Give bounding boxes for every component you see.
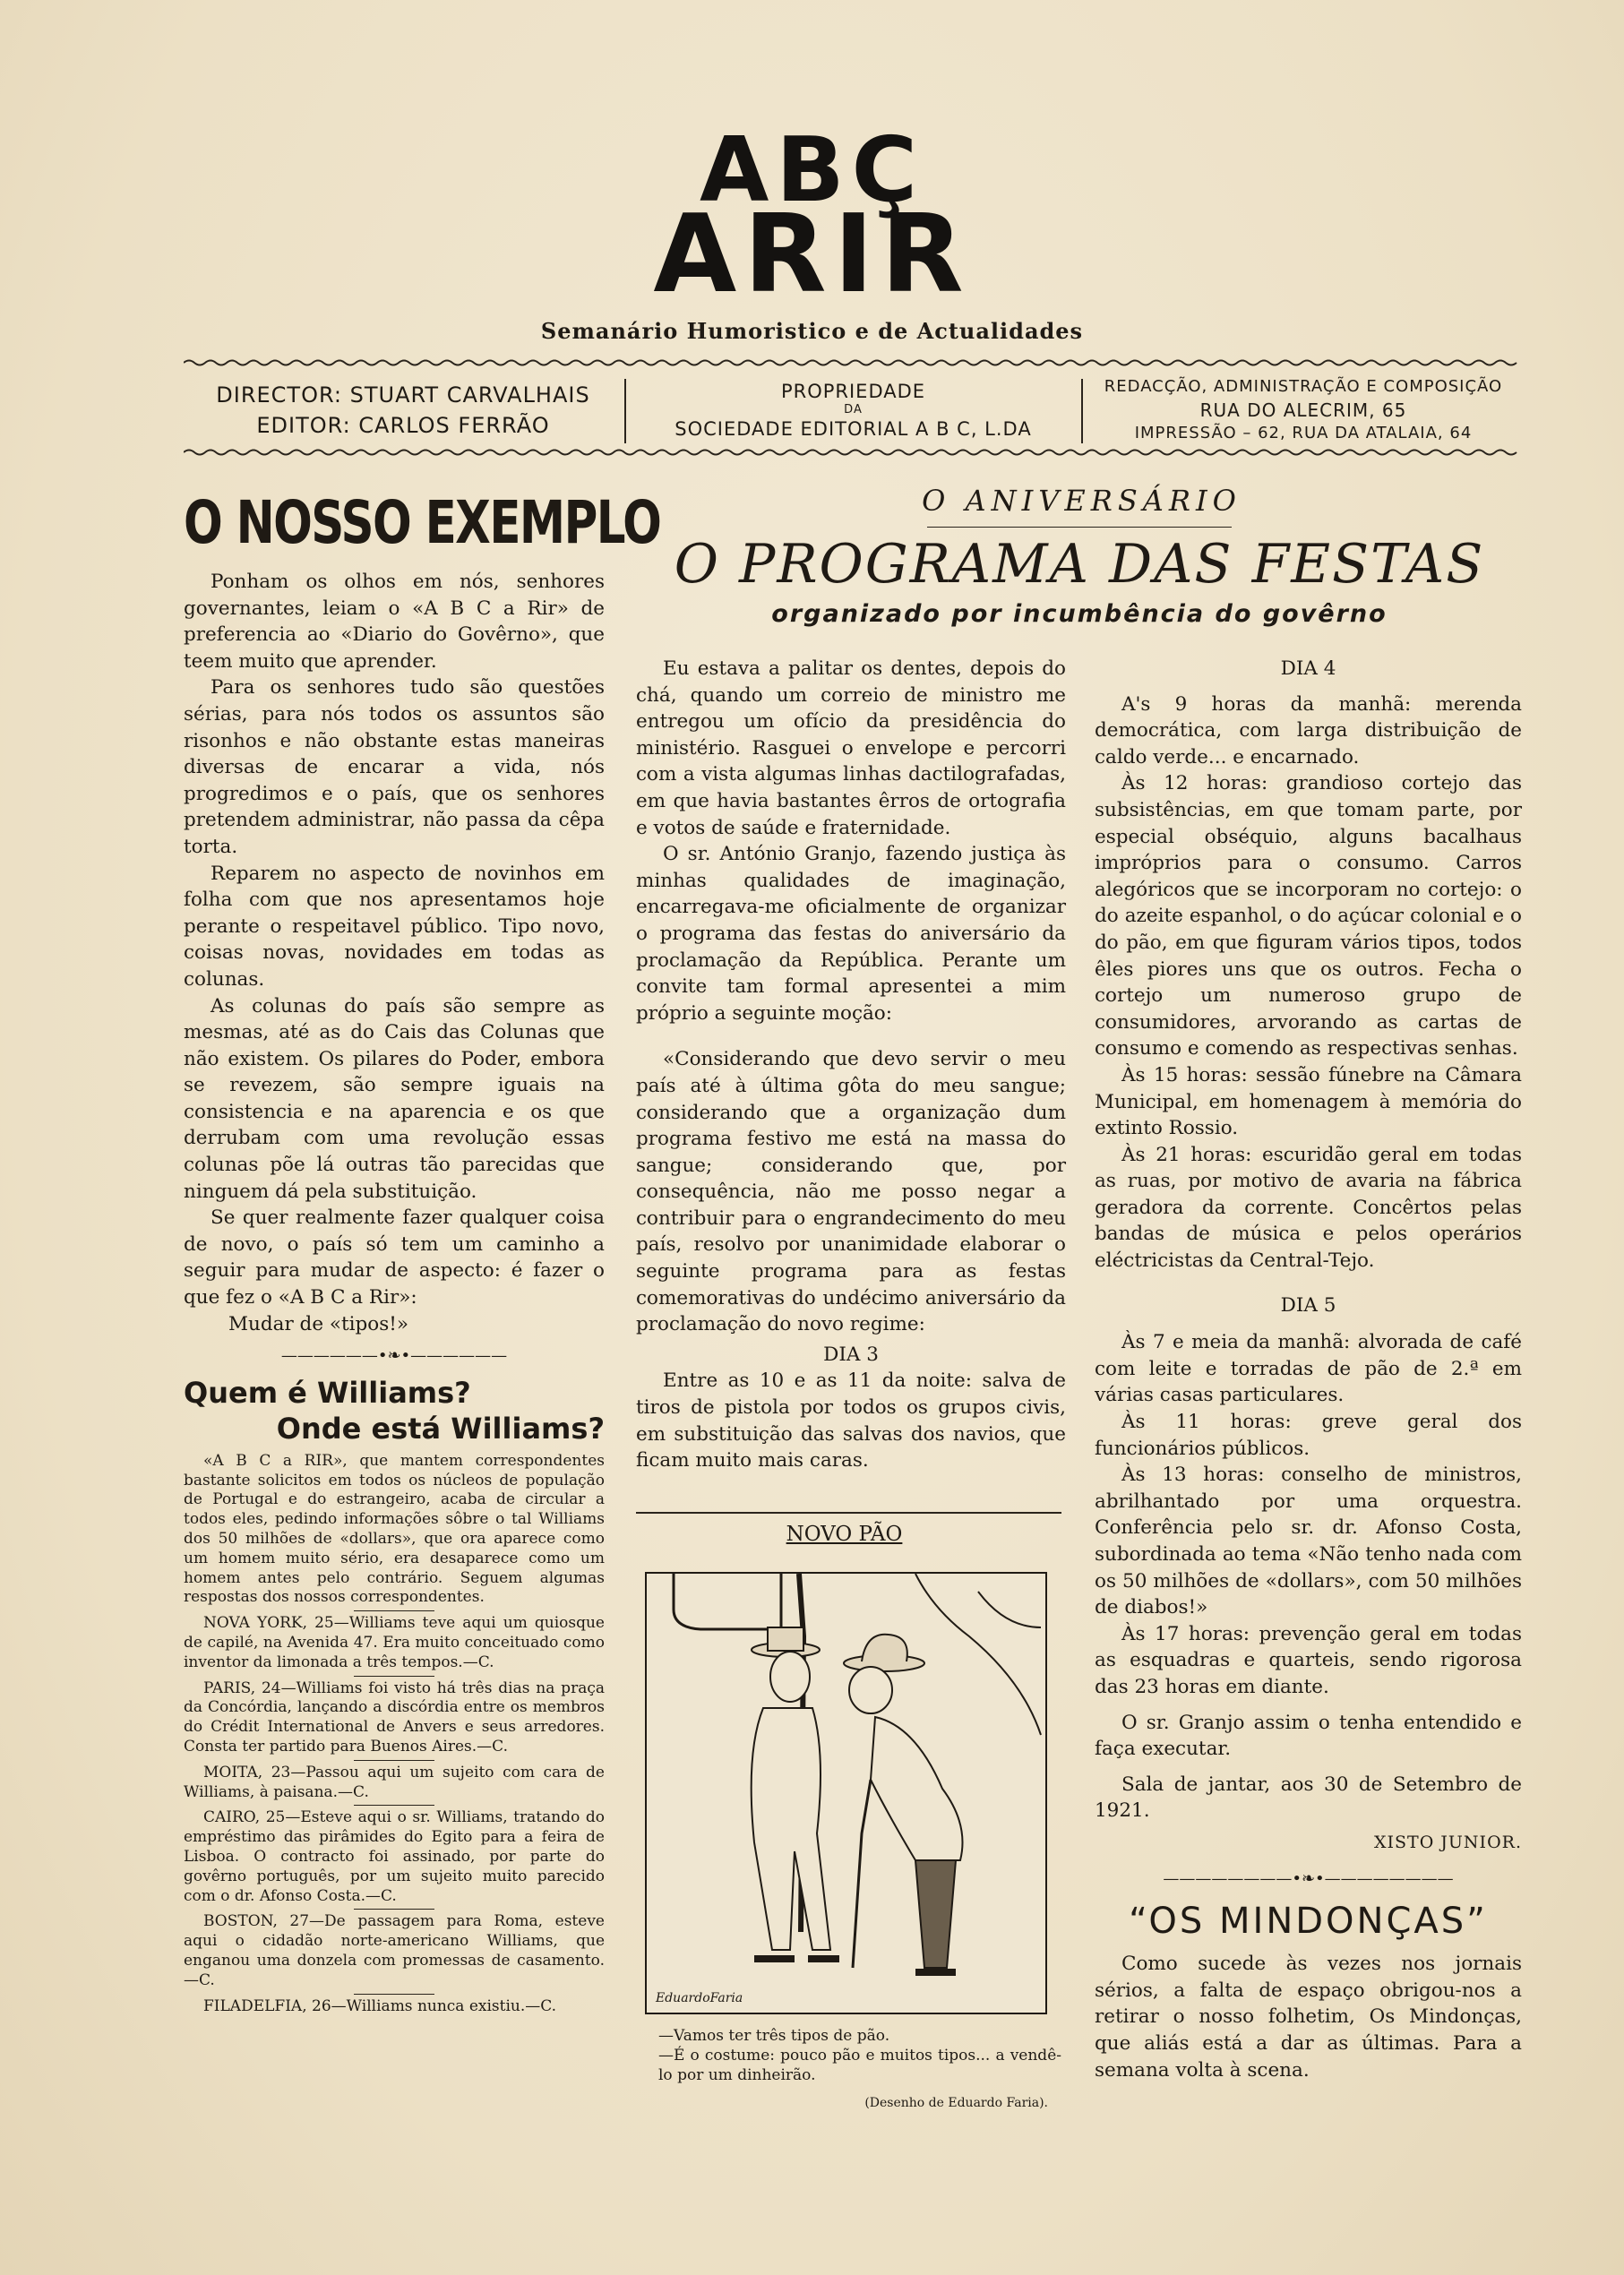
address-line3: IMPRESSÃO – 62, RUA DA ATALAIA, 64 <box>1134 423 1473 442</box>
day-heading: DIA 4 <box>1280 657 1336 680</box>
ownership-cell <box>627 372 1079 448</box>
cartoon-signature: EduardoFaria <box>656 1991 743 2005</box>
cartoon-caption <box>658 2026 1061 2085</box>
paragraph: Às 15 horas: sessão fúnebre na Câmara Municipal, em homenagem à memória do extinto Rossio. <box>1095 1063 1522 1140</box>
divider <box>354 1676 434 1677</box>
address-cell <box>1084 372 1523 448</box>
paragraph: Ponham os olhos em nós, senhores governantes, leiam o «A B C a Rir» de preferencia ao «Diario do Govêrno», que teem muito que aprender. <box>184 571 605 673</box>
headline-nosso-exemplo: O NOSSO EXEMPLO <box>184 488 661 557</box>
ornament-divider: ——————•❧•—————— <box>280 1346 508 1366</box>
headline-subtitle: organizado por incumbência do govêrno <box>771 600 1388 628</box>
ownership-line2: DA <box>844 402 863 416</box>
kicker-rule <box>927 527 1232 528</box>
dispatch: NOVA YORK, 25—Williams teve aqui um quiosque de capilé, na Avenida 47. Era muito conceituado como inventor da limonada a três tempos.—C. <box>184 1614 605 1671</box>
williams-intro: «A B C a RIR», que mantem correspondentes bastante solicitos em todos os núcleos de população de Portugal e do estrangeiro, acaba de circular a todos eles, pedindo informações sôbre o tal Williams dos 50 milhões de «dollars», que ora aparece como um homem muito sério, era desaparece como um homem antes pelo contrário. Seguem algumas respostas dos nossos correspondentes. <box>184 1451 605 1607</box>
masthead-logo-line2: ARIR <box>653 193 971 317</box>
address-line1: REDACÇÃO, ADMINISTRAÇÃO E COMPOSIÇÃO <box>1104 376 1503 396</box>
paragraph: Entre as 10 e as 11 da noite: salva de tiros de pistola por todos os grupos civis, em substituição das salvas dos navios, que ficam muito mais caras. <box>636 1369 1066 1472</box>
paragraph: Sala de jantar, aos 30 de Setembro de 1921. <box>1095 1773 1522 1823</box>
paragraph: Às 13 horas: conselho de ministros, abrilhantado por uma orquestra. Conferência pelo sr. dr. Afonso Costa, subordinada ao tema «Não tenho nada com os 50 milhões de «dollars», com 50 milhões de diabos!» <box>1095 1464 1522 1619</box>
headline-programa-das-festas: O PROGRAMA DAS FESTAS <box>674 533 1485 596</box>
dispatch: CAIRO, 25—Esteve aqui o sr. Williams, tratando do empréstimo das pirâmides do Egito para a feira de Lisboa. O contracto foi assinado, por parte do govêrno português, por um sujeito muito parecido com o dr. Afonso Costa.—C. <box>184 1808 605 1905</box>
williams-section <box>184 1452 605 2017</box>
paragraph: A's 9 horas da manhã: merenda democrática, com larga distribuição de caldo verde... e encarnado. <box>1095 692 1522 768</box>
ownership-line3: SOCIEDADE EDITORIAL A B C, L.DA <box>675 417 1032 440</box>
dispatch: MOITA, 23—Passou aqui um sujeito com cara de Williams, à paisana.—C. <box>184 1763 605 1801</box>
ornament-divider: ————————•❧•———————— <box>1163 1868 1454 1888</box>
cartoon-illustration <box>645 1572 1047 2014</box>
wavy-rule-top <box>184 358 1523 367</box>
divider <box>354 1805 434 1806</box>
divider <box>354 1909 434 1910</box>
paragraph: O sr. António Granjo, fazendo justiça às minhas qualidades de imaginação, encarregava-me oficialmente de organizar o programa das festas do aniversário da proclamação da República. Perante um convite tam formal apresentei a mim próprio a seguinte moção: <box>636 843 1066 1025</box>
headline-onde-esta-williams: Onde está Williams? <box>276 1411 605 1446</box>
divider <box>354 1760 434 1761</box>
left-column <box>184 569 605 2016</box>
section-rule <box>636 1512 1061 1514</box>
address-line2: RUA DO ALECRIM, 65 <box>1199 399 1407 421</box>
editor-line: EDITOR: CARLOS FERRÃO <box>256 412 550 438</box>
masthead-info-row <box>184 372 1523 448</box>
paragraph: Às 12 horas: grandioso cortejo das subsistências, em que tomam parte, por especial obséquio, alguns bacalhaus impróprios para o consumo. Carros alegóricos que se incorporam no cortejo: o do azeite espanhol, o do açúcar colonial e o do pão, em que figuram vários tipos, todos êles piores uns que os outros. Fecha o cortejo um numeroso grupo de consumidores, arvorando as cartas de consumo e comendo as respectivas senhas. <box>1095 772 1522 1060</box>
divider <box>354 1994 434 1995</box>
cartoon-credit: (Desenho de Eduardo Faria). <box>864 2096 1048 2110</box>
paragraph: Eu estava a palitar os dentes, depois do chá, quando um correio de ministro me entregou um ofício da presidência do ministério. Rasguei o envelope e percorri com a vista algumas linhas dactilografadas, em que havia bastantes êrros de ortografia e votos de saúde e fraternidade. <box>636 657 1066 839</box>
right-column <box>1095 656 1522 2083</box>
day-heading: DIA 5 <box>1280 1293 1336 1317</box>
dispatch: BOSTON, 27—De passagem para Roma, esteve aqui o cidadão norte-americano Williams, que enganou uma donzela com promessas de casamento.—C. <box>184 1912 605 1989</box>
headline-os-mindoncas: “OS MINDONÇAS” <box>1129 1901 1488 1943</box>
wavy-rule-bottom <box>184 448 1523 457</box>
cartoon-title: NOVO PÃO <box>786 1523 903 1546</box>
masthead-logo-line1: ABÇ <box>699 117 924 222</box>
caption-line1: —Vamos ter três tipos de pão. <box>658 2027 890 2045</box>
kicker-aniversario: O ANIVERSÁRIO <box>922 484 1242 518</box>
paragraph: «Considerando que devo servir o meu país até à última gôta do meu sangue; considerando que a organização dum programa festivo me está na massa do sangue; considerando que, por consequência, não me posso negar a contribuir para o engrandecimento do meu país, resolvo por unanimidade elaborar o seguinte programa para as festas comemorativas do undécimo aniversário da proclamação do novo regime: <box>636 1048 1066 1336</box>
paragraph: As colunas do país são sempre as mesmas, até as do Cais das Colunas que não existem. Os pilares do Poder, embora se revezem, são sempre iguais na consistencia e na aparencia e os que derrubam com uma revolução essas colunas põe lá outras tão parecidas que ninguem dá pela substituição. <box>184 994 605 1203</box>
headline-quem-e-williams: Quem é Williams? <box>184 1375 471 1410</box>
paragraph: Mudar de «tipos!» <box>228 1312 409 1335</box>
dispatch: PARIS, 24—Williams foi visto há três dias na praça da Concórdia, lançando a discórdia entre os membros do Crédit International de Anvers e seus arredores. Consta ter partido para Buenos Aires.—C. <box>184 1678 605 1756</box>
day-heading: DIA 3 <box>823 1343 879 1366</box>
director-line: DIRECTOR: STUART CARVALHAIS <box>216 382 590 408</box>
staff-cell <box>184 372 623 448</box>
paragraph: Reparem no aspecto de novinhos em folha com que nos apresentamos hoje perante o respeitavel público. Tipo novo, coisas novas, novidades em todas as colunas. <box>184 862 605 991</box>
center-column <box>636 656 1066 1474</box>
paragraph: Como sucede às vezes nos jornais sérios, a falta de espaço obrigou-nos a retirar o nosso folhetim, Os Mindonças, que aliás está a dar as últimas. Para a semana volta à scena. <box>1095 1953 1522 2082</box>
paragraph: O sr. Granjo assim o tenha entendido e faça executar. <box>1095 1711 1522 1761</box>
ownership-line1: PROPRIEDADE <box>780 380 926 402</box>
paragraph: Para os senhores tudo são questões sérias, para nós todos os assuntos são risonhos e não obstante estas maneiras diversas de encarar a vida, nós progredimos e o país, que os senhores pretendem administrar, não passa da cêpa torta. <box>184 676 605 858</box>
masthead-subtitle: Semanário Humoristico e de Actualidades <box>540 318 1084 344</box>
caption-line2: —É o costume: pouco pão e muitos tipos... a vendê-lo por um dinheirão. <box>658 2047 1061 2084</box>
paragraph: Se quer realmente fazer qualquer coisa de novo, o país só tem um caminho a seguir para mudar de aspecto: é fazer o que fez o «A B C a Rir»: <box>184 1206 605 1309</box>
dispatch: FILADELFIA, 26—Williams nunca existiu.—C. <box>203 1996 557 2015</box>
cartoon-drawing <box>647 1574 1045 2013</box>
paragraph: Às 7 e meia da manhã: alvorada de café com leite e torradas de pão de 2.ª em várias casas particulares. <box>1095 1331 1522 1407</box>
paragraph: Às 21 horas: escuridão geral em todas as ruas, por motivo de avaria na fábrica geradora da corrente. Concêrtos pelas bandas de música e pelos operários eléctricistas da Central-Tejo. <box>1095 1143 1522 1273</box>
article-author: XISTO JUNIOR. <box>1373 1832 1522 1852</box>
paragraph: Às 11 horas: greve geral dos funcionários públicos. <box>1095 1411 1522 1460</box>
column-divider <box>1081 379 1083 443</box>
divider <box>354 1610 434 1611</box>
column-divider <box>624 379 626 443</box>
paragraph: Às 17 horas: prevenção geral em todas as esquadras e quarteis, sendo rigorosa das 23 horas em diante. <box>1095 1622 1522 1698</box>
